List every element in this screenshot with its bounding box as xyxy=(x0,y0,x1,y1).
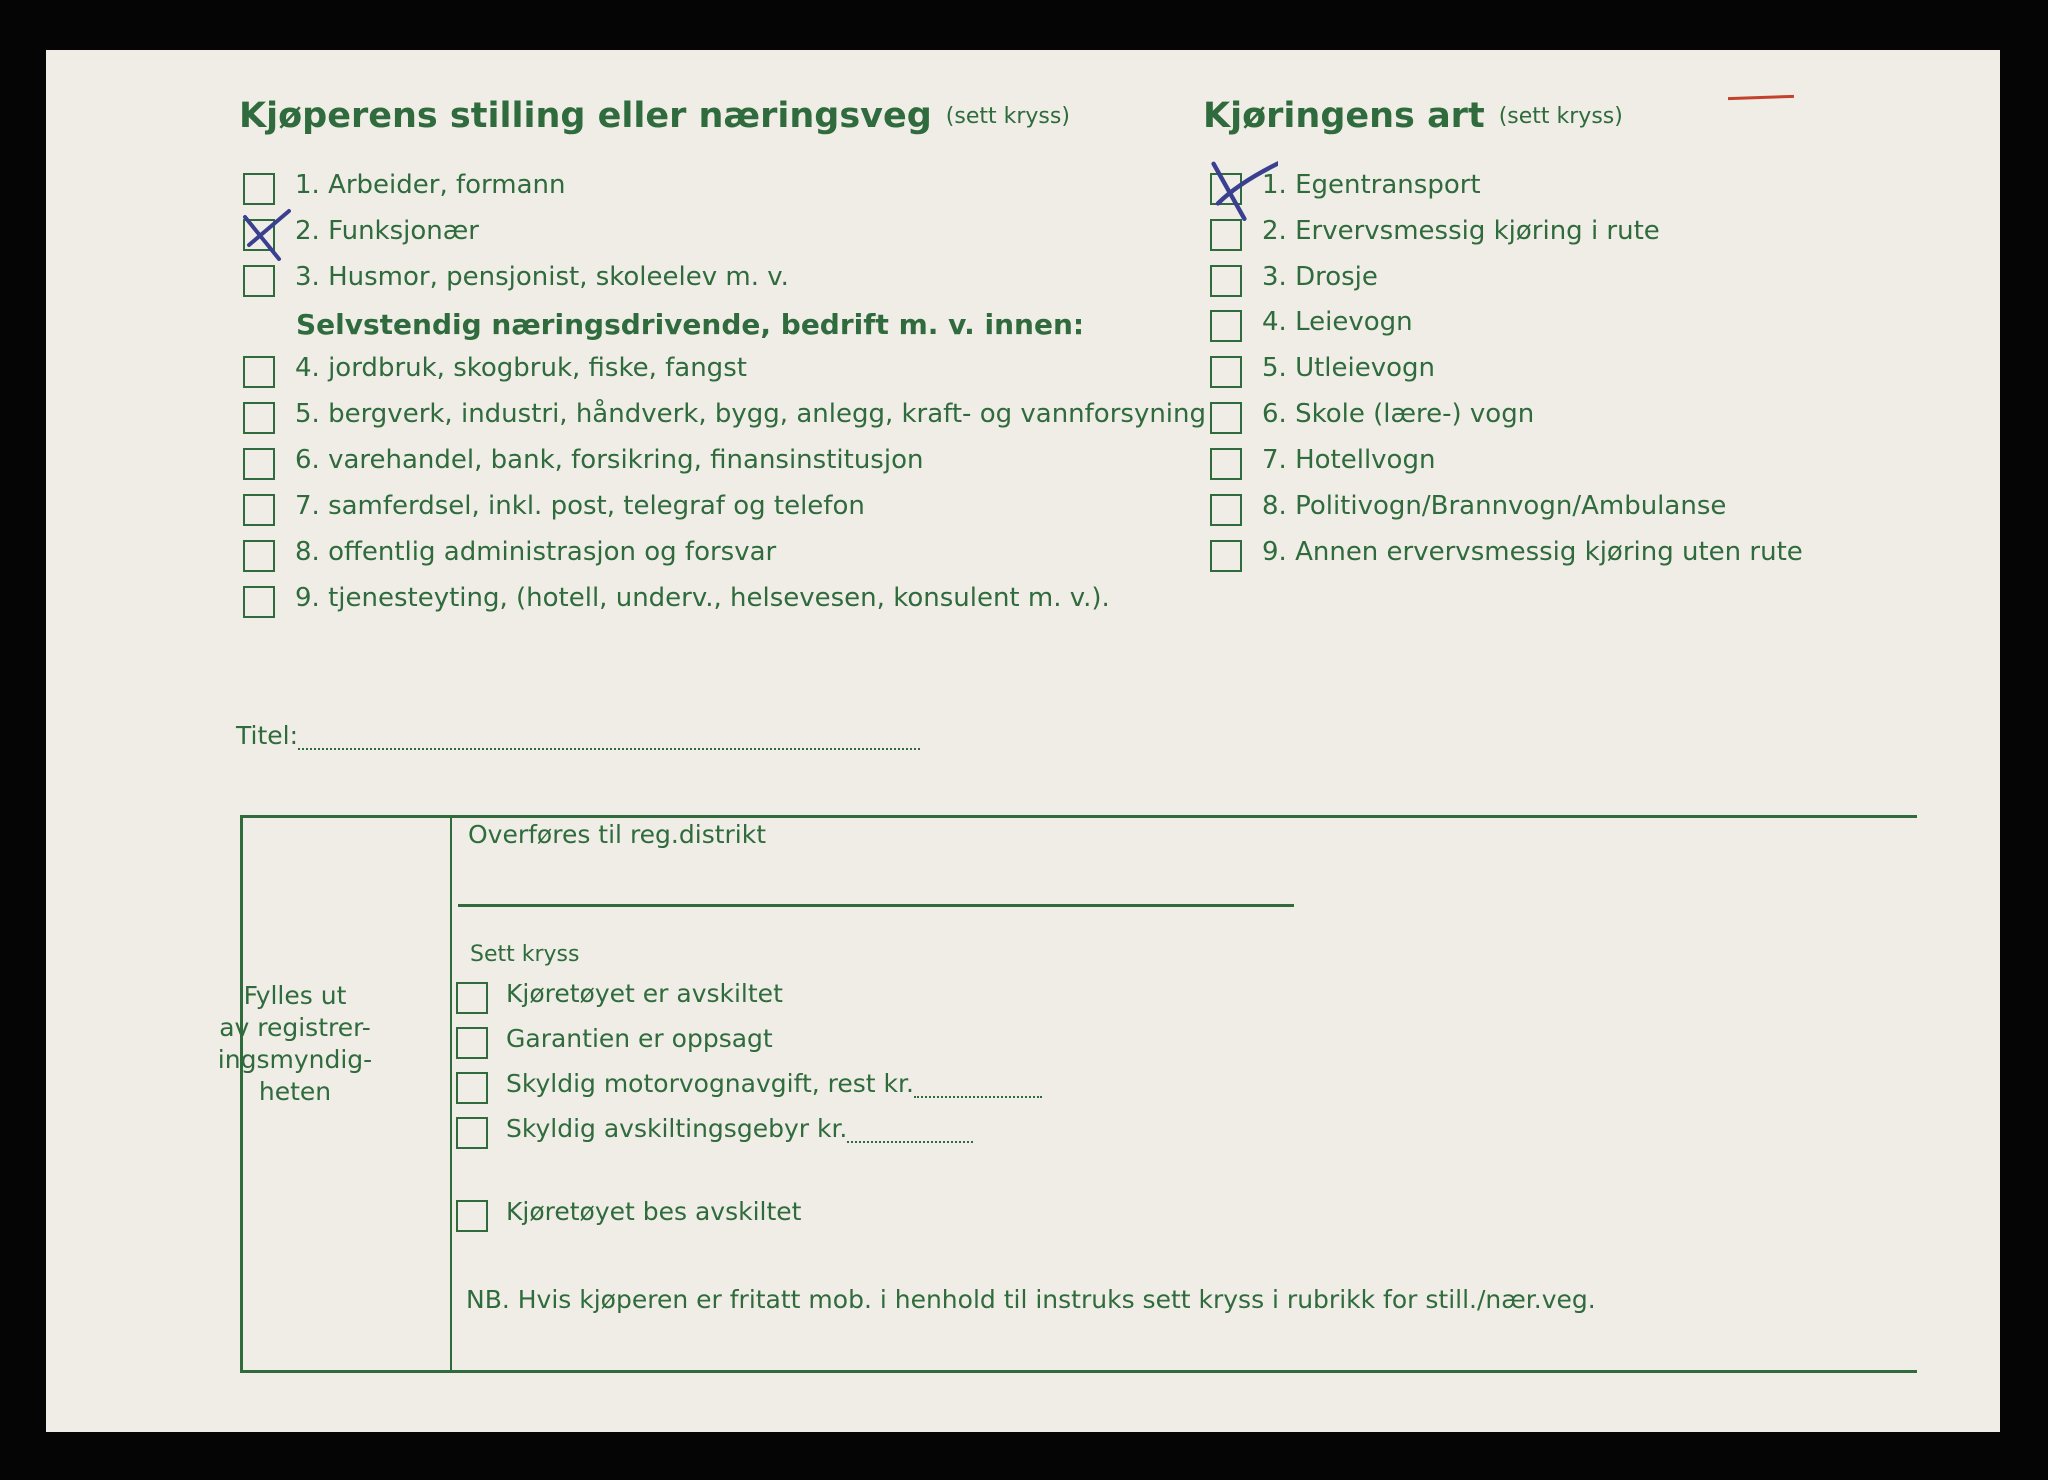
checkbox[interactable] xyxy=(243,356,275,388)
nb-note: NB. Hvis kjøperen er fritatt mob. i henhold til instruks sett kryss i rubrikk for still./nær.veg. xyxy=(466,1285,1596,1314)
checkbox[interactable] xyxy=(1210,265,1242,297)
checkbox[interactable] xyxy=(243,265,275,297)
checkbox[interactable] xyxy=(1210,448,1242,480)
transfer-district-line[interactable] xyxy=(458,904,1294,907)
checkbox[interactable] xyxy=(1210,219,1242,251)
checkbox[interactable] xyxy=(1210,356,1242,388)
option-label: 3. Husmor, pensjonist, skoleelev m. v. xyxy=(295,262,789,292)
option-label: Kjøretøyet bes avskiltet xyxy=(506,1197,802,1226)
title-label: Titel: xyxy=(236,721,298,750)
checkbox[interactable] xyxy=(1210,494,1242,526)
option-label: Skyldig motorvognavgift, rest kr. xyxy=(506,1069,1042,1098)
checkbox[interactable] xyxy=(456,1200,488,1232)
buyer-occupation-note: (sett kryss) xyxy=(945,104,1070,129)
buyer-occupation-heading xyxy=(239,96,1070,136)
checkbox[interactable] xyxy=(243,173,275,205)
option-label: Skyldig avskiltingsgebyr kr. xyxy=(506,1114,973,1143)
checkbox[interactable] xyxy=(243,540,275,572)
option-label: 9. tjenesteyting, (hotell, underv., helsevesen, konsulent m. v.). xyxy=(295,583,1110,613)
amount-dotted-line[interactable] xyxy=(847,1121,973,1143)
transfer-district-label: Overføres til reg.distrikt xyxy=(468,820,767,849)
checkbox[interactable] xyxy=(243,402,275,434)
checkbox[interactable] xyxy=(243,586,275,618)
checkbox[interactable] xyxy=(456,1117,488,1149)
title-field[interactable] xyxy=(236,721,920,750)
option-label: 1. Egentransport xyxy=(1262,170,1481,200)
checkbox[interactable] xyxy=(1210,540,1242,572)
checkbox[interactable] xyxy=(1210,402,1242,434)
option-label: 1. Arbeider, formann xyxy=(295,170,566,200)
option-label: 5. bergverk, industri, håndverk, bygg, anlegg, kraft- og vannforsyning xyxy=(295,399,1207,429)
option-label: 4. Leievogn xyxy=(1262,307,1413,337)
driving-type-note: (sett kryss) xyxy=(1498,104,1623,129)
registration-authority-label: Fylles ut av registrer- ingsmyndig- heten xyxy=(217,981,373,1106)
option-label: 6. varehandel, bank, forsikring, finansinstitusjon xyxy=(295,445,924,475)
box-top-border xyxy=(240,815,1917,818)
checkbox[interactable] xyxy=(456,982,488,1014)
checkbox[interactable] xyxy=(456,1072,488,1104)
driving-type-title: Kjøringens art xyxy=(1203,96,1485,136)
option-label: 3. Drosje xyxy=(1262,262,1378,292)
checkbox[interactable] xyxy=(243,448,275,480)
option-label: 2. Ervervsmessig kjøring i rute xyxy=(1262,216,1660,246)
option-label: 2. Funksjonær xyxy=(295,216,479,246)
title-dotted-line xyxy=(298,728,920,750)
handwritten-cross-icon xyxy=(237,205,297,265)
option-label: 8. Politivogn/Brannvogn/Ambulanse xyxy=(1262,491,1727,521)
box-divider xyxy=(450,815,452,1373)
driving-type-heading xyxy=(1203,96,1623,136)
self-employed-subheading: Selvstendig næringsdrivende, bedrift m. v. innen: xyxy=(296,308,1085,341)
option-label: 4. jordbruk, skogbruk, fiske, fangst xyxy=(295,353,747,383)
amount-dotted-line[interactable] xyxy=(914,1076,1042,1098)
option-label: 5. Utleievogn xyxy=(1262,353,1436,383)
option-label: 6. Skole (lære-) vogn xyxy=(1262,399,1535,429)
option-label: 7. samferdsel, inkl. post, telegraf og telefon xyxy=(295,491,865,521)
checkbox[interactable] xyxy=(243,494,275,526)
option-label: Garantien er oppsagt xyxy=(506,1024,773,1053)
option-label: 9. Annen ervervsmessig kjøring uten rute xyxy=(1262,537,1803,567)
option-label: 8. offentlig administrasjon og forsvar xyxy=(295,537,777,567)
buyer-occupation-title: Kjøperens stilling eller næringsveg xyxy=(239,96,932,136)
option-label: Kjøretøyet er avskiltet xyxy=(506,979,783,1008)
box-bottom-border xyxy=(240,1370,1917,1373)
checkbox[interactable] xyxy=(456,1027,488,1059)
sett-kryss-label: Sett kryss xyxy=(470,942,580,967)
checkbox[interactable] xyxy=(1210,310,1242,342)
option-label: 7. Hotellvogn xyxy=(1262,445,1436,475)
